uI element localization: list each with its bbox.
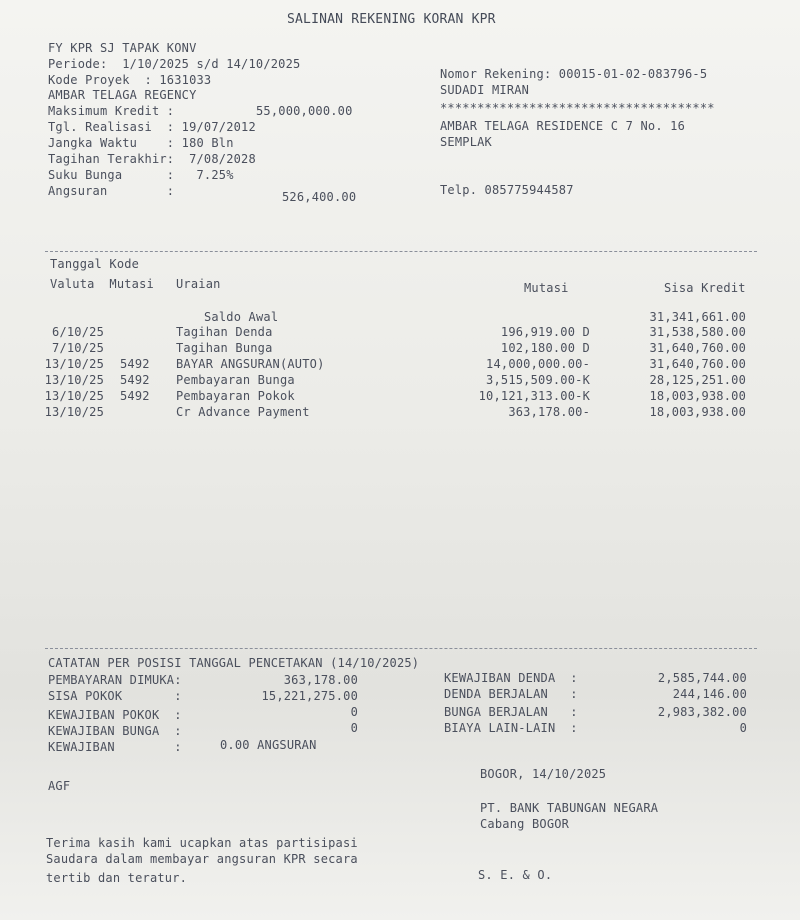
- tx-date: 13/10/25: [44, 405, 104, 419]
- tx-sisa: 31,538,580.00: [649, 325, 746, 339]
- tx-desc: Saldo Awal: [204, 310, 279, 324]
- tx-mutasi: 196,919.00 D: [500, 325, 590, 339]
- page-title: SALINAN REKENING KORAN KPR: [287, 12, 496, 27]
- jangka-waktu: Jangka Waktu : 180 Bln: [48, 136, 234, 150]
- alamat-line1: AMBAR TELAGA RESIDENCE C 7 No. 16: [440, 119, 686, 133]
- header-mutasi: Mutasi: [524, 281, 569, 295]
- tgl-realisasi: Tgl. Realisasi : 19/07/2012: [48, 120, 256, 134]
- alamat-line2: SEMPLAK: [440, 135, 492, 149]
- kode-proyek: Kode Proyek : 1631033: [48, 73, 212, 87]
- tx-sisa: 18,003,938.00: [649, 389, 746, 403]
- tx-mutasi: 363,178.00-: [508, 405, 590, 419]
- tx-desc: Cr Advance Payment: [176, 405, 310, 419]
- tx-mutasi: 102,180.00 D: [500, 341, 590, 355]
- header-valuta: Valuta Mutasi: [50, 277, 154, 291]
- tx-desc: Tagihan Bunga: [176, 341, 273, 355]
- catatan-value: 0: [350, 721, 358, 735]
- tx-code: 5492: [120, 373, 150, 387]
- tx-date: 13/10/25: [44, 373, 104, 387]
- kewajiban-value: 0.00 ANGSURAN: [220, 738, 317, 752]
- header-uraian: Uraian: [176, 277, 221, 291]
- periode: Periode: 1/10/2025 s/d 14/10/2025: [48, 57, 301, 71]
- bank-name: PT. BANK TABUNGAN NEGARA: [480, 801, 659, 815]
- operator-code: AGF: [48, 779, 71, 793]
- catatan-value: 2,983,382.00: [657, 705, 747, 719]
- catatan-label: KEWAJIBAN DENDA :: [444, 671, 578, 685]
- tx-sisa: 18,003,938.00: [649, 405, 746, 419]
- tx-sisa: 28,125,251.00: [649, 373, 746, 387]
- thanks-line1: Terima kasih kami ucapkan atas partisipasi: [46, 836, 358, 850]
- tx-date: 13/10/25: [44, 389, 104, 403]
- tx-date: 13/10/25: [44, 357, 104, 371]
- tx-code: 5492: [120, 389, 150, 403]
- masked-line: *************************************: [440, 101, 715, 115]
- catatan-label: KEWAJIBAN BUNGA :: [48, 724, 182, 738]
- signature-note: S. E. & O.: [478, 868, 553, 882]
- catatan-value: 0: [739, 721, 747, 735]
- tx-mutasi: 10,121,313.00-K: [478, 389, 590, 403]
- tx-desc: Pembayaran Bunga: [176, 373, 295, 387]
- catatan-label: BUNGA BERJALAN :: [444, 705, 578, 719]
- angsuran-label: Angsuran :: [48, 184, 175, 198]
- catatan-label: DENDA BERJALAN :: [444, 687, 578, 701]
- bank-branch: Cabang BOGOR: [480, 817, 570, 831]
- catatan-label: SISA POKOK :: [48, 689, 182, 703]
- tx-sisa: 31,341,661.00: [649, 310, 746, 324]
- divider: [45, 648, 757, 649]
- tx-code: 5492: [120, 357, 150, 371]
- catatan-label: BIAYA LAIN-LAIN :: [444, 721, 578, 735]
- catatan-value: 15,221,275.00: [261, 689, 358, 703]
- tx-sisa: 31,640,760.00: [649, 357, 746, 371]
- header-sisa-kredit: Sisa Kredit: [664, 281, 746, 295]
- divider: [45, 251, 757, 252]
- tx-sisa: 31,640,760.00: [649, 341, 746, 355]
- tagihan-terakhir: Tagihan Terakhir: 7/08/2028: [48, 152, 256, 166]
- suku-bunga: Suku Bunga : 7.25%: [48, 168, 234, 182]
- tx-mutasi: 3,515,509.00-K: [486, 373, 590, 387]
- tx-date: 7/10/25: [52, 341, 104, 355]
- tx-desc: Tagihan Denda: [176, 325, 273, 339]
- tx-desc: BAYAR ANGSURAN(AUTO): [176, 357, 325, 371]
- place-date: BOGOR, 14/10/2025: [480, 767, 607, 781]
- tx-desc: Pembayaran Pokok: [176, 389, 295, 403]
- catatan-value: 0: [350, 705, 358, 719]
- thanks-line2: Saudara dalam membayar angsuran KPR secara: [46, 852, 358, 866]
- telepon: Telp. 085775944587: [440, 183, 574, 197]
- maks-kredit-value: 55,000,000.00: [256, 104, 353, 118]
- thanks-line3: tertib dan teratur.: [46, 871, 188, 885]
- nomor-rekening: Nomor Rekening: 00015-01-02-083796-5: [440, 67, 708, 81]
- angsuran-value: 526,400.00: [282, 190, 357, 204]
- catatan-value: 2,585,744.00: [657, 671, 747, 685]
- header-tanggal: Tanggal Kode: [50, 257, 140, 271]
- product-line: FY KPR SJ TAPAK KONV: [48, 41, 197, 55]
- maks-kredit-label: Maksimum Kredit :: [48, 104, 175, 118]
- catatan-label: KEWAJIBAN POKOK :: [48, 708, 182, 722]
- catatan-heading: CATATAN PER POSISI TANGGAL PENCETAKAN (14/10/2025): [48, 656, 420, 670]
- catatan-value: 363,178.00: [283, 673, 358, 687]
- kewajiban-label: KEWAJIBAN :: [48, 740, 182, 754]
- catatan-label: PEMBAYARAN DIMUKA:: [48, 673, 182, 687]
- tx-mutasi: 14,000,000.00-: [486, 357, 590, 371]
- proyek-name: AMBAR TELAGA REGENCY: [48, 88, 197, 102]
- nasabah-name: SUDADI MIRAN: [440, 83, 530, 97]
- catatan-value: 244,146.00: [672, 687, 747, 701]
- tx-date: 6/10/25: [52, 325, 104, 339]
